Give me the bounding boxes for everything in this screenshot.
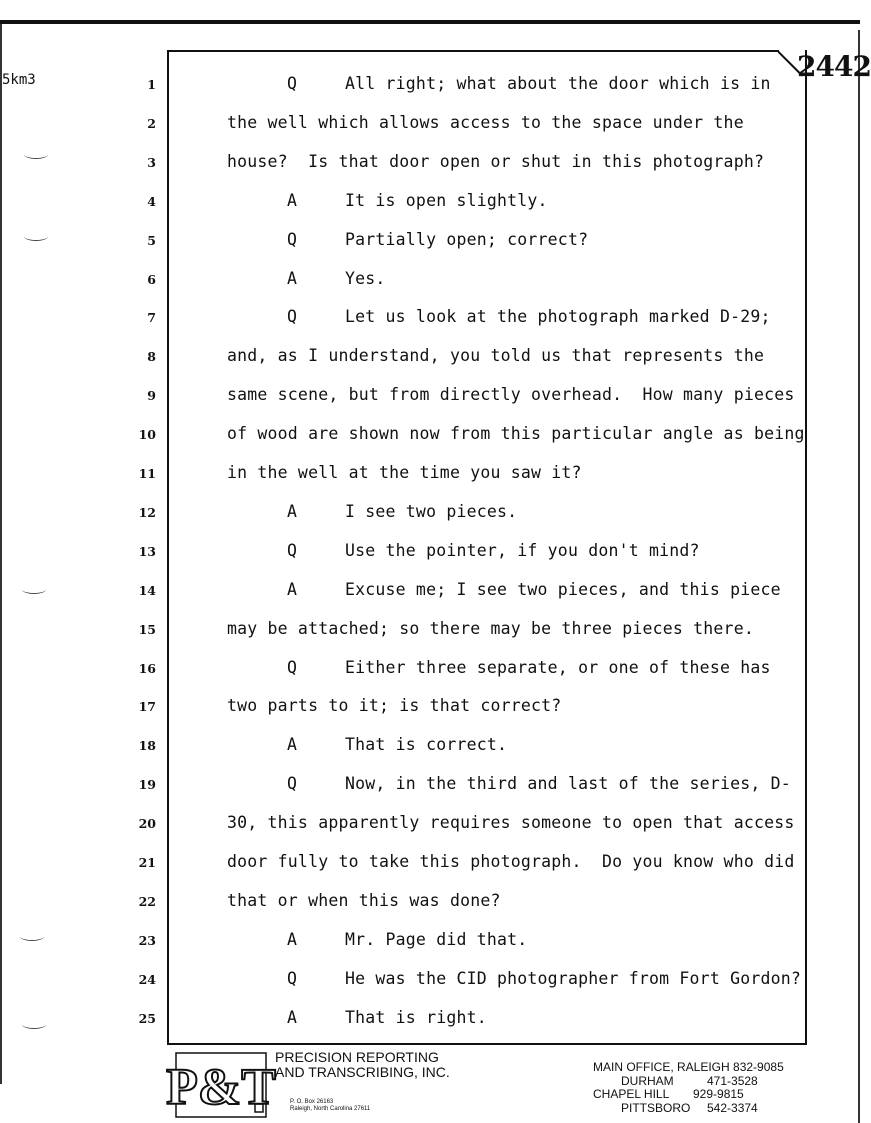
transcript-line bbox=[287, 658, 771, 677]
firm-address bbox=[290, 1099, 370, 1113]
testimony-text: Let us look at the photograph marked D-29; bbox=[345, 307, 771, 326]
transcript-line bbox=[287, 580, 781, 599]
testimony-text: in the well at the time you saw it? bbox=[227, 463, 582, 482]
office-city: DURHAM bbox=[621, 1073, 674, 1088]
testimony-text: Either three separate, or one of these has bbox=[345, 658, 771, 677]
testimony-text: and, as I understand, you told us that represents the bbox=[227, 346, 765, 365]
transcript-line bbox=[227, 891, 501, 910]
speaker-label: Q bbox=[287, 658, 298, 677]
line-number: 3 bbox=[147, 155, 156, 170]
right-edge-rule bbox=[858, 30, 860, 1123]
line-number: 23 bbox=[138, 933, 156, 948]
transcript-line bbox=[287, 191, 548, 210]
speaker-label: Q bbox=[287, 307, 298, 326]
testimony-text: He was the CID photographer from Fort Gordon? bbox=[345, 969, 802, 988]
testimony-text: two parts to it; is that correct? bbox=[227, 696, 562, 715]
transcript-line bbox=[227, 852, 795, 871]
transcript-line bbox=[227, 346, 764, 365]
testimony-text: 30, this apparently requires someone to open that access bbox=[227, 813, 795, 832]
testimony-text: I see two pieces. bbox=[345, 502, 518, 521]
testimony-text: Now, in the third and last of the series, D- bbox=[345, 774, 791, 793]
line-number: 8 bbox=[147, 349, 156, 364]
margin-mark bbox=[24, 150, 48, 159]
transcript-line bbox=[227, 813, 795, 832]
line-number: 18 bbox=[138, 738, 156, 753]
transcript-line bbox=[227, 152, 764, 171]
transcript-line bbox=[227, 385, 795, 404]
testimony-text: of wood are shown now from this particular angle as being bbox=[227, 424, 805, 443]
testimony-text: door fully to take this photograph. Do you know who did bbox=[227, 852, 795, 871]
testimony-text: that or when this was done? bbox=[227, 891, 501, 910]
firm-address-line2: Raleigh, North Carolina 27611 bbox=[290, 1106, 371, 1112]
transcript-line bbox=[227, 463, 582, 482]
line-number: 2 bbox=[147, 116, 156, 131]
testimony-text: Yes. bbox=[345, 269, 386, 288]
transcript-line bbox=[287, 269, 386, 288]
transcript-line bbox=[287, 1008, 487, 1027]
margin-mark bbox=[24, 232, 48, 241]
testimony-text: may be attached; so there may be three pieces there. bbox=[227, 619, 754, 638]
margin-mark bbox=[22, 1020, 46, 1029]
testimony-text: All right; what about the door which is in bbox=[345, 74, 771, 93]
firm-logo bbox=[166, 1052, 276, 1118]
testimony-text: house? Is that door open or shut in this photograph? bbox=[227, 152, 765, 171]
line-number: 9 bbox=[147, 388, 156, 403]
speaker-label: A bbox=[287, 191, 298, 210]
transcript-line bbox=[287, 969, 801, 988]
frame-top-rule bbox=[167, 50, 779, 52]
testimony-text: Use the pointer, if you don't mind? bbox=[345, 541, 700, 560]
transcript-line bbox=[287, 735, 507, 754]
line-number: 17 bbox=[138, 699, 156, 714]
transcript-line bbox=[287, 930, 527, 949]
office-row bbox=[621, 1075, 784, 1089]
testimony-text: It is open slightly. bbox=[345, 191, 548, 210]
speaker-label: Q bbox=[287, 541, 298, 560]
testimony-text: That is correct. bbox=[345, 735, 508, 754]
testimony-text: Mr. Page did that. bbox=[345, 930, 528, 949]
transcript-line bbox=[287, 502, 517, 521]
office-city: MAIN OFFICE, RALEIGH bbox=[593, 1060, 730, 1074]
line-number: 7 bbox=[147, 310, 156, 325]
transcript-line bbox=[227, 696, 561, 715]
transcript-line bbox=[287, 307, 771, 326]
transcript-line bbox=[227, 619, 754, 638]
firm-address-line1: P. O. Box 26163 bbox=[290, 1099, 334, 1105]
testimony-text: the well which allows access to the space under the bbox=[227, 113, 744, 132]
margin-mark bbox=[20, 932, 44, 941]
line-number: 4 bbox=[147, 194, 156, 209]
office-row bbox=[593, 1061, 784, 1075]
logo-lettering: P&T bbox=[166, 1059, 276, 1116]
line-number: 19 bbox=[138, 777, 156, 792]
line-number: 22 bbox=[138, 894, 156, 909]
line-number: 10 bbox=[138, 427, 156, 442]
transcript-line bbox=[287, 541, 700, 560]
line-number: 24 bbox=[138, 972, 156, 987]
testimony-text: Excuse me; I see two pieces, and this piece bbox=[345, 580, 781, 599]
line-number: 6 bbox=[147, 272, 156, 287]
left-edge-rule bbox=[0, 24, 2, 1084]
line-number: 25 bbox=[138, 1011, 156, 1026]
line-number: 11 bbox=[138, 466, 156, 481]
line-number: 5 bbox=[147, 233, 156, 248]
transcript-line bbox=[227, 424, 805, 443]
speaker-label: Q bbox=[287, 230, 298, 249]
testimony-text: same scene, but from directly overhead. How many pieces bbox=[227, 385, 795, 404]
top-rule bbox=[0, 20, 860, 24]
speaker-label: A bbox=[287, 580, 298, 599]
office-city: CHAPEL HILL bbox=[593, 1087, 670, 1101]
testimony-text: Partially open; correct? bbox=[345, 230, 589, 249]
speaker-label: Q bbox=[287, 969, 298, 988]
speaker-label: A bbox=[287, 735, 298, 754]
office-phone: 832-9085 bbox=[733, 1060, 784, 1074]
office-phone: 542-3374 bbox=[707, 1100, 758, 1115]
speaker-label: Q bbox=[287, 74, 298, 93]
line-number: 1 bbox=[147, 77, 156, 92]
office-phone: 929-9815 bbox=[693, 1087, 744, 1101]
transcript-line bbox=[227, 113, 744, 132]
transcript-line bbox=[287, 774, 791, 793]
line-number: 15 bbox=[138, 622, 156, 637]
office-row bbox=[593, 1088, 784, 1102]
line-number: 14 bbox=[138, 583, 156, 598]
firm-name-line1: PRECISION REPORTING bbox=[275, 1049, 439, 1065]
testimony-text: That is right. bbox=[345, 1008, 487, 1027]
page-number: 2442 bbox=[797, 50, 871, 83]
line-number: 12 bbox=[138, 505, 156, 520]
speaker-label: Q bbox=[287, 774, 298, 793]
office-phone: 471-3528 bbox=[707, 1073, 758, 1088]
speaker-label: A bbox=[287, 1008, 298, 1027]
office-row bbox=[621, 1102, 784, 1116]
line-number: 20 bbox=[138, 816, 156, 831]
speaker-label: A bbox=[287, 502, 298, 521]
transcript-line bbox=[287, 74, 771, 93]
line-number: 13 bbox=[138, 544, 156, 559]
margin-mark bbox=[22, 585, 46, 594]
office-list bbox=[593, 1061, 784, 1115]
speaker-label: A bbox=[287, 930, 298, 949]
transcript-line bbox=[287, 230, 588, 249]
speaker-label: A bbox=[287, 269, 298, 288]
firm-name bbox=[275, 1050, 450, 1080]
margin-code: 5km3 bbox=[2, 72, 36, 88]
office-city: PITTSBORO bbox=[621, 1100, 691, 1115]
line-number: 16 bbox=[138, 661, 156, 676]
line-number: 21 bbox=[138, 855, 156, 870]
firm-name-line2: AND TRANSCRIBING, INC. bbox=[275, 1064, 450, 1080]
